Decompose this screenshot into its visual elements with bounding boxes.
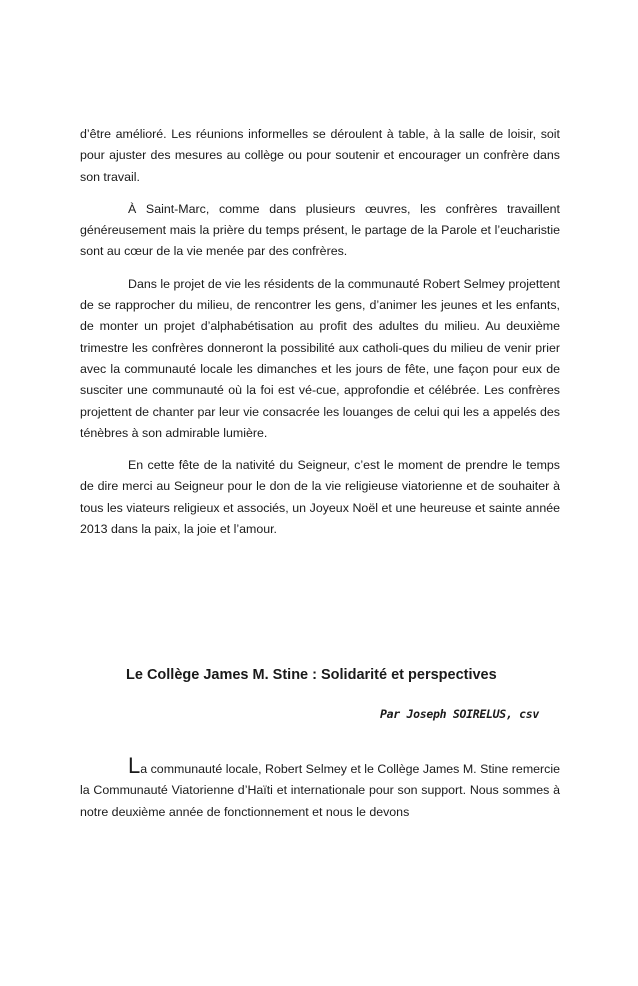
body-text-bottom — [80, 753, 560, 834]
article-title: Le Collège James M. Stine : Solidarité et perspectives — [126, 667, 497, 683]
drop-cap: L — [128, 753, 141, 778]
article-first-paragraph — [80, 753, 560, 823]
article-byline: Par Joseph SOIRELUS, csv — [380, 707, 539, 721]
body-text-top — [80, 124, 560, 551]
article-first-paragraph-text: a communauté locale, Robert Selmey et le Collège James M. Stine remercie la Communauté Viatorienne d’Haïti et internationale pour son support. Nous sommes à notre deuxième année de fonctionnement et nous le devons — [80, 762, 560, 819]
paragraph-saint-marc: À Saint-Marc, comme dans plusieurs œuvres, les confrères travaillent généreusement mais la prière du temps présent, le partage de la Parole et l’eucharistie sont au cœur de la vie menée par des confrères. — [80, 201, 560, 259]
paragraph-continued: d’être amélioré. Les réunions informelles se déroulent à table, à la salle de loisir, soit pour ajuster des mesures au collège ou pour soutenir et encourager un confrère dans son travail. — [80, 127, 560, 184]
paragraph-projet-de-vie: Dans le projet de vie les résidents de la communauté Robert Selmey projettent de se rapprocher du milieu, de rencontrer les gens, d’animer les jeunes et les enfants, de monter un projet d’alphabétisation au profit des adultes du milieu. Au deuxième trimestre les confrères donneront la possibilité aux catholi-ques du milieu de venir prier avec la communauté locale les dimanches et les jours de fête, une façon pour eux de susciter une communauté où la foi est vé-cue, approfondie et célébrée. Les confrères projettent de chanter par leur vie consacrée les louanges de celui qui les a appelés des ténèbres à son admirable lumière. — [80, 276, 560, 440]
paragraph-nativite: En cette fête de la nativité du Seigneur, c’est le moment de prendre le temps de dire merci au Seigneur pour le don de la vie religieuse viatorienne et de souhaiter à tous les viateurs religieux et associés, un Joyeux Noël et une heureuse et sainte année 2013 dans la paix, la joie et l’amour. — [80, 458, 560, 537]
